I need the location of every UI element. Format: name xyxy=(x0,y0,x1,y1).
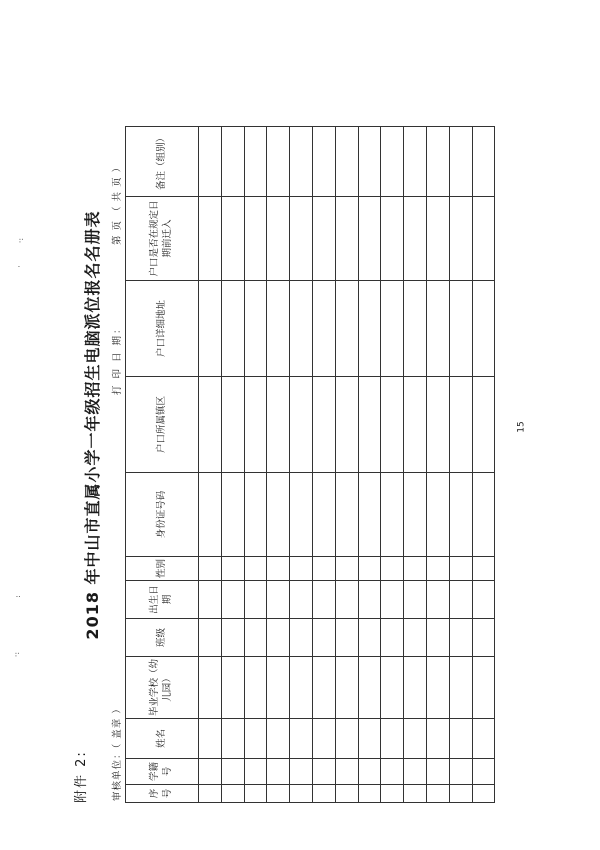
header-hukou-address: 户口详细地址 xyxy=(126,281,199,377)
rotated-form-sheet xyxy=(70,45,530,805)
table-cell xyxy=(199,127,222,197)
table-cell xyxy=(221,281,244,377)
table-cell xyxy=(381,657,404,719)
header-gender: 性别 xyxy=(126,557,199,581)
header-id-number: 身份证号码 xyxy=(126,473,199,557)
table-cell xyxy=(199,557,222,581)
table-cell xyxy=(404,785,427,803)
table-cell xyxy=(426,581,449,619)
table-cell xyxy=(267,281,290,377)
table-cell xyxy=(381,281,404,377)
table-cell xyxy=(381,197,404,281)
table-cell xyxy=(290,281,313,377)
table-cell xyxy=(472,127,495,197)
table-cell xyxy=(244,557,267,581)
table-cell xyxy=(449,619,472,657)
table-row xyxy=(312,127,335,803)
scan-speck: ·: xyxy=(12,651,22,658)
table-cell xyxy=(312,377,335,473)
header-birth-date: 出生日期 xyxy=(126,581,199,619)
table-cell xyxy=(404,759,427,785)
header-seq: 序号 xyxy=(126,785,199,803)
header-hukou-town: 户口所属镇区 xyxy=(126,377,199,473)
table-cell xyxy=(381,785,404,803)
table-cell xyxy=(290,473,313,557)
table-cell xyxy=(449,657,472,719)
table-cell xyxy=(290,377,313,473)
registration-roster-table xyxy=(125,126,495,803)
table-cell xyxy=(404,473,427,557)
table-cell xyxy=(221,473,244,557)
table-cell xyxy=(290,759,313,785)
table-cell xyxy=(244,377,267,473)
review-unit-label: 审核单位：（ 盖章 ） xyxy=(112,703,123,801)
table-cell xyxy=(381,581,404,619)
table-cell xyxy=(358,619,381,657)
table-cell xyxy=(244,619,267,657)
table-cell xyxy=(221,557,244,581)
table-cell xyxy=(312,197,335,281)
table-cell xyxy=(221,657,244,719)
table-cell xyxy=(199,719,222,759)
table-cell xyxy=(244,473,267,557)
table-cell xyxy=(221,377,244,473)
table-cell xyxy=(335,759,358,785)
table-cell xyxy=(449,557,472,581)
table-cell xyxy=(472,377,495,473)
table-row xyxy=(335,127,358,803)
table-cell xyxy=(335,719,358,759)
table-cell xyxy=(221,581,244,619)
table-cell xyxy=(221,619,244,657)
table-row xyxy=(221,127,244,803)
table-cell xyxy=(404,581,427,619)
table-cell xyxy=(358,657,381,719)
table-cell xyxy=(244,759,267,785)
table-row xyxy=(199,127,222,803)
table-cell xyxy=(426,127,449,197)
table-cell xyxy=(335,377,358,473)
table-cell xyxy=(472,197,495,281)
table-cell xyxy=(244,281,267,377)
table-cell xyxy=(426,377,449,473)
table-cell xyxy=(312,785,335,803)
table-cell xyxy=(312,281,335,377)
header-student-id: 学籍号 xyxy=(126,759,199,785)
table-cell xyxy=(472,719,495,759)
table-cell xyxy=(312,557,335,581)
scan-speck: ·: xyxy=(16,237,26,244)
table-cell xyxy=(449,377,472,473)
table-row xyxy=(267,127,290,803)
table-cell xyxy=(449,785,472,803)
table-cell xyxy=(426,281,449,377)
table-cell xyxy=(472,785,495,803)
table-cell xyxy=(244,581,267,619)
table-cell xyxy=(404,377,427,473)
table-cell xyxy=(290,719,313,759)
table-cell xyxy=(426,759,449,785)
table-cell xyxy=(404,557,427,581)
table-cell xyxy=(472,473,495,557)
table-cell xyxy=(290,785,313,803)
header-graduated-school: 毕业学校（幼儿园） xyxy=(126,657,199,719)
print-date-label: 打 印 日 期： xyxy=(112,322,123,395)
table-cell xyxy=(449,127,472,197)
page-number: 15 xyxy=(516,421,527,433)
table-cell xyxy=(199,377,222,473)
table-cell xyxy=(472,281,495,377)
table-cell xyxy=(381,759,404,785)
table-cell xyxy=(472,581,495,619)
table-cell xyxy=(267,127,290,197)
table-cell xyxy=(244,719,267,759)
table-cell xyxy=(449,473,472,557)
header-name: 姓名 xyxy=(126,719,199,759)
table-cell xyxy=(358,473,381,557)
table-cell xyxy=(335,127,358,197)
table-cell xyxy=(358,759,381,785)
table-row xyxy=(472,127,495,803)
table-cell xyxy=(472,759,495,785)
table-cell xyxy=(381,127,404,197)
table-cell xyxy=(267,657,290,719)
table-cell xyxy=(335,197,358,281)
table-row xyxy=(404,127,427,803)
table-cell xyxy=(449,719,472,759)
table-cell xyxy=(404,657,427,719)
table-cell xyxy=(199,581,222,619)
table-cell xyxy=(244,785,267,803)
table-cell xyxy=(472,619,495,657)
table-cell xyxy=(358,557,381,581)
table-cell xyxy=(449,581,472,619)
table-cell xyxy=(335,281,358,377)
table-cell xyxy=(267,557,290,581)
table-cell xyxy=(426,719,449,759)
table-cell xyxy=(221,197,244,281)
table-cell xyxy=(404,197,427,281)
header-class: 班级 xyxy=(126,619,199,657)
table-cell xyxy=(472,657,495,719)
table-header-row xyxy=(126,127,199,803)
table-cell xyxy=(381,557,404,581)
table-cell xyxy=(312,657,335,719)
table-cell xyxy=(267,785,290,803)
table-cell xyxy=(312,127,335,197)
table-row xyxy=(358,127,381,803)
table-row xyxy=(426,127,449,803)
table-cell xyxy=(426,785,449,803)
table-cell xyxy=(221,127,244,197)
table-cell xyxy=(267,759,290,785)
table-cell xyxy=(221,719,244,759)
table-cell xyxy=(199,759,222,785)
form-title: 2018 年中山市直属小学一年级招生电脑派位报名名册表 xyxy=(83,210,102,640)
header-remarks: 备注（组别） xyxy=(126,127,199,197)
attachment-label: 附件 2: xyxy=(74,750,89,803)
table-cell xyxy=(267,377,290,473)
table-cell xyxy=(335,657,358,719)
table-cell xyxy=(312,759,335,785)
table-cell xyxy=(335,581,358,619)
table-row xyxy=(449,127,472,803)
table-cell xyxy=(290,657,313,719)
table-cell xyxy=(335,619,358,657)
table-cell xyxy=(221,785,244,803)
table-cell xyxy=(335,473,358,557)
table-cell xyxy=(335,557,358,581)
table-cell xyxy=(426,557,449,581)
table-cell xyxy=(312,581,335,619)
header-hukou-moved-in: 户口是否在规定日期前迁入 xyxy=(126,197,199,281)
table-cell xyxy=(267,619,290,657)
table-cell xyxy=(199,619,222,657)
table-cell xyxy=(404,281,427,377)
table-cell xyxy=(290,581,313,619)
table-cell xyxy=(267,581,290,619)
table-cell xyxy=(358,127,381,197)
scan-speck: : xyxy=(12,595,22,598)
table-cell xyxy=(426,619,449,657)
table-cell xyxy=(290,557,313,581)
table-cell xyxy=(199,281,222,377)
table-cell xyxy=(199,473,222,557)
table-cell xyxy=(244,127,267,197)
roster-body xyxy=(199,127,495,803)
table-row xyxy=(244,127,267,803)
table-cell xyxy=(267,197,290,281)
table-cell xyxy=(426,197,449,281)
table-cell xyxy=(312,719,335,759)
table-cell xyxy=(290,619,313,657)
table-cell xyxy=(426,473,449,557)
page-count-label: 第 页 （ 共 页 ） xyxy=(112,161,123,245)
table-cell xyxy=(449,281,472,377)
table-cell xyxy=(221,759,244,785)
table-cell xyxy=(449,197,472,281)
table-cell xyxy=(404,619,427,657)
table-cell xyxy=(358,281,381,377)
table-cell xyxy=(404,719,427,759)
table-row xyxy=(290,127,313,803)
table-cell xyxy=(381,619,404,657)
table-cell xyxy=(267,719,290,759)
table-cell xyxy=(290,127,313,197)
table-cell xyxy=(244,657,267,719)
table-cell xyxy=(267,473,290,557)
table-cell xyxy=(244,197,267,281)
table-cell xyxy=(358,197,381,281)
form-meta-row xyxy=(109,45,125,805)
table-cell xyxy=(381,377,404,473)
table-cell xyxy=(199,785,222,803)
table-cell xyxy=(449,759,472,785)
table-cell xyxy=(381,473,404,557)
table-cell xyxy=(426,657,449,719)
table-cell xyxy=(312,473,335,557)
table-cell xyxy=(199,197,222,281)
table-cell xyxy=(358,377,381,473)
table-cell xyxy=(312,619,335,657)
table-cell xyxy=(381,719,404,759)
scan-speck: · xyxy=(14,265,24,268)
table-cell xyxy=(358,785,381,803)
table-cell xyxy=(472,557,495,581)
table-cell xyxy=(358,581,381,619)
table-cell xyxy=(199,657,222,719)
table-cell xyxy=(358,719,381,759)
table-cell xyxy=(404,127,427,197)
table-cell xyxy=(335,785,358,803)
table-row xyxy=(381,127,404,803)
table-cell xyxy=(290,197,313,281)
